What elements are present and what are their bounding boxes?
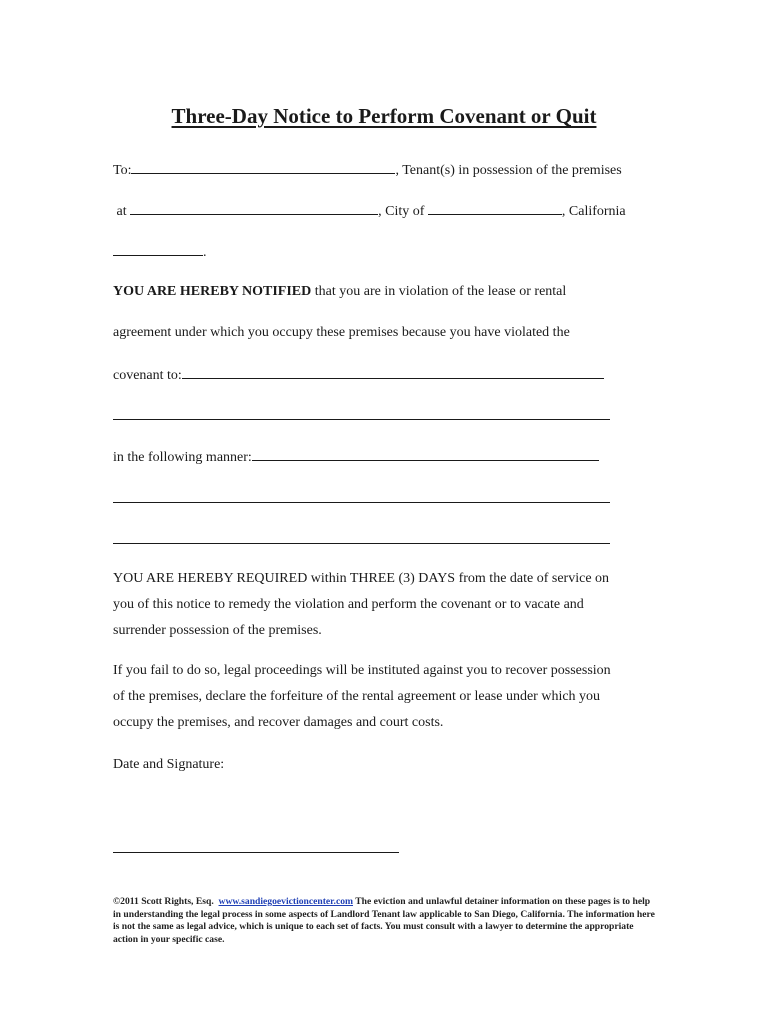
manner-label: in the following manner: — [113, 450, 252, 465]
to-label: To: — [113, 163, 132, 178]
notified-text: that you are in violation of the lease or rental — [311, 284, 567, 299]
at-label: at — [113, 204, 131, 219]
notified-line-2: agreement under which you occupy these premises because you have violated the — [113, 325, 570, 340]
tenant-suffix: , Tenant(s) in possession of the premises — [395, 163, 622, 178]
fail-line-3: occupy the premises, and recover damages and court costs. — [113, 715, 444, 730]
footer-copyright: ©2011 Scott Rights, Esq. — [113, 896, 214, 907]
fail-line-2: of the premises, declare the forfeiture of the rental agreement or lease under which you — [113, 689, 601, 704]
notified-heading: YOU ARE HEREBY NOTIFIED — [113, 284, 312, 299]
state-label: , California — [561, 204, 626, 219]
manner-blank-2[interactable] — [113, 502, 610, 503]
city-blank[interactable] — [428, 201, 562, 215]
date-signature-label: Date and Signature: — [113, 757, 225, 772]
document-title: Three-Day Notice to Perform Covenant or Quit — [171, 104, 597, 128]
address-blank[interactable] — [130, 201, 378, 215]
required-line-1: YOU ARE HEREBY REQUIRED within THREE (3) DAYS from the date of service on — [113, 571, 610, 586]
manner-blank[interactable] — [252, 447, 599, 461]
notified-line-1 — [113, 283, 566, 301]
footer-text: The eviction and unlawful detainer information on these pages is to help in understanding the legal process in some aspects of Landlord Tenant law applicable to San Diego, California. The information here is not the same as legal advice, which is unique to each set of facts. You must consult with a lawyer to determine the appropriate action in your specific case. — [113, 896, 655, 945]
to-line — [113, 160, 622, 180]
covenant-line — [113, 365, 604, 385]
required-line-3: surrender possession of the premises. — [113, 623, 322, 638]
required-line-2: you of this notice to remedy the violation and perform the covenant or to vacate and — [113, 597, 584, 612]
zip-blank[interactable] — [113, 242, 203, 256]
signature-blank[interactable] — [113, 852, 399, 853]
fail-line-1: If you fail to do so, legal proceedings will be instituted against you to recover possession — [113, 663, 611, 678]
footer-disclaimer — [113, 896, 658, 946]
footer-website-link[interactable]: www.sandiegoevictioncenter.com — [218, 896, 354, 907]
tenant-name-blank[interactable] — [131, 160, 395, 174]
manner-blank-3[interactable] — [113, 543, 610, 544]
covenant-label: covenant to: — [113, 368, 182, 383]
city-label: , City of — [378, 204, 428, 219]
covenant-blank-2[interactable] — [113, 419, 610, 420]
address-line — [113, 201, 626, 221]
zip-period: . — [203, 245, 207, 260]
covenant-blank[interactable] — [182, 365, 604, 379]
manner-line — [113, 447, 599, 467]
zip-line — [113, 242, 207, 262]
